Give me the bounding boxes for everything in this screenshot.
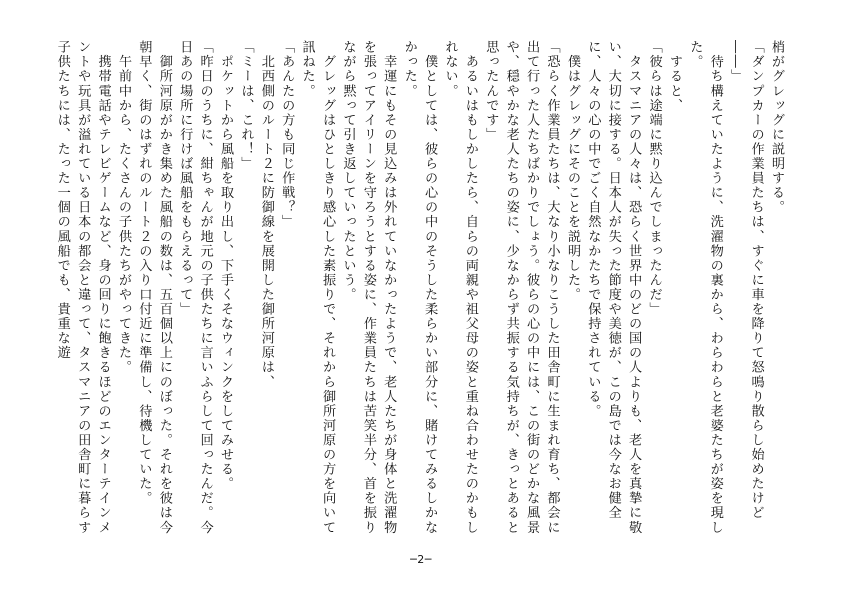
paragraph-9: あるいはもしかしたら、自らの両親や祖父母の姿と重ね合わせたのかもしれない。	[442, 40, 478, 535]
paragraph-18: 御所河原がかき集めた風船の数は、五百個以上にのぼった。それを彼は今朝早く、街のはずれのルート２の入り口付近に準備し、待機していた。	[136, 40, 172, 535]
paragraph-1: 梢がグレッグに説明する。	[769, 40, 784, 215]
paragraph-2: 「ダンプカーの作業員たちは、すぐに車を降りて怒鳴り散らし始めたけど――」	[728, 40, 764, 521]
paragraph-17: 「昨日のうちに、紺ちゃんが地元の子供たちに言いふらして回ったんだ。今日あの場所に行けば風船をもらえるって」	[177, 40, 213, 535]
paragraph-16: ポケットから風船を取り出し、下手くそなウィンクをしてみせる。	[218, 40, 234, 492]
paragraph-15: 「ミーは、これ！」	[238, 40, 254, 171]
paragraph-13: 「あんたの方も同じ作戦？」	[279, 40, 295, 230]
vertical-text-body	[46, 40, 786, 542]
paragraph-12: グレッグはひとしきり感心した素振りで、それから御所河原の方を向いて訊ねた。	[299, 40, 336, 535]
paragraph-20: 携帯電話やテレビゲームなど、身の回りに飽きるほどのエンターテインメントや玩具が溢れている日本の都会と違って、タスマニアの田舎町に暮らす子供たちには、たった一個の風船でも、貴重な遊	[54, 40, 111, 535]
paragraph-7: 僕はグレッグにそのことを説明した。	[564, 40, 580, 302]
paragraph-11: 幸運にもその見込みは外れていなかったようで、老人たちが身体と洗濯物を張ってアイリーンを守ろうとする姿に、作業員たちは苦笑半分、首を振りながら黙って引き返していったという。	[340, 40, 397, 535]
paragraph-3: 待ち構えていたように、洗濯物の裏から、わらわらと老婆たちが姿を現した。	[687, 40, 723, 535]
page-number: ─2─	[410, 553, 432, 566]
paragraph-19: 午前中から、たくさんの子供たちがやってきた。	[116, 40, 131, 375]
paragraph-8: 「恐らく作業員たちは、大なり小なりこうした田舎町に生まれ育ち、都会に出て行った人たちばかりでしょう。彼らの心の中には、この街のどかな風景や、穏やかな老人たちの姿に、少なからず共振する気持ちが、きっとあると思ったんです」	[483, 40, 560, 535]
paragraph-4: すると、	[666, 40, 682, 113]
paragraph-6: タスマニアの人々は、恐らく世界中のどの国の人よりも、老人を真摯に敬い、大切に接する。日本人が失った節度や美徳が、この島では今なお健全に、人々の心の中でごく自然なかたちで保持されている。	[585, 40, 642, 535]
paragraph-10: 僕としては、彼らの心の中のそうした柔らかい部分に、賭けてみるしかなかった。	[401, 40, 438, 535]
paragraph-14: 北西側のルート２に防御線を展開した御所河原は、	[258, 40, 274, 390]
paragraph-5: 「彼らは途端に黙り込んでしまったんだ」	[646, 40, 662, 317]
